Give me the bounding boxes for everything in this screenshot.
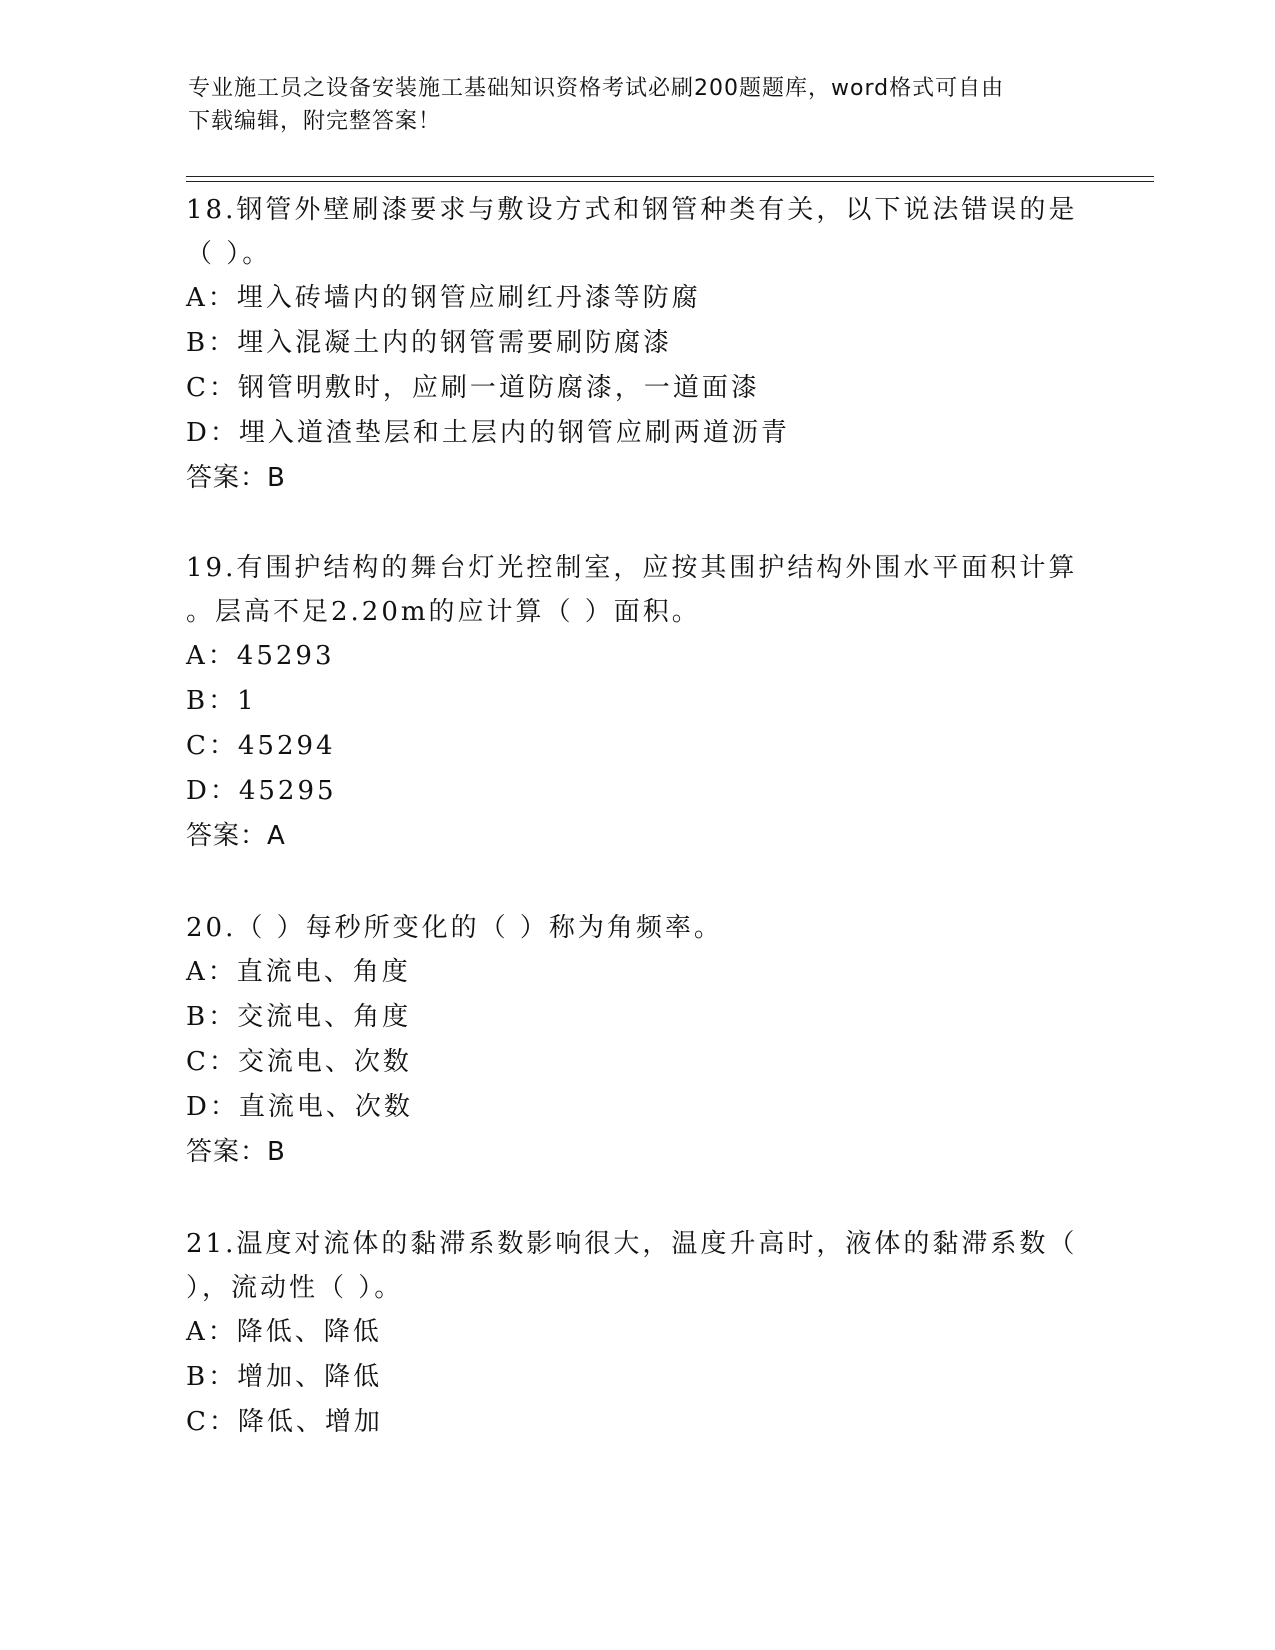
- question-21: [186, 1222, 1086, 1445]
- header-divider-bottom: [186, 181, 1154, 182]
- question-stem: 20.（ ）每秒所变化的（ ）称为角频率。: [186, 913, 723, 943]
- question-stem-cont: ），流动性（ ）。: [186, 1273, 404, 1303]
- option-c: C：45294: [186, 731, 336, 761]
- document-header: [188, 72, 1088, 138]
- question-stem: 21.温度对流体的黏滞系数影响很大，温度升高时，液体的黏滞系数（: [186, 1229, 1078, 1259]
- question-stem-cont: 。层高不足2.20m的应计算（ ）面积。: [186, 597, 701, 627]
- option-d: D：直流电、次数: [186, 1092, 413, 1122]
- answer: 答案：A: [186, 821, 286, 851]
- question-19: [186, 546, 1086, 859]
- header-divider-top: [186, 176, 1154, 177]
- option-b: B：增加、降低: [186, 1362, 383, 1392]
- question-stem: 18.钢管外壁刷漆要求与敷设方式和钢管种类有关，以下说法错误的是: [186, 195, 1078, 225]
- option-b: B：交流电、角度: [186, 1002, 412, 1032]
- option-a: A：降低、降低: [186, 1317, 382, 1347]
- question-20: [186, 906, 1086, 1175]
- option-a: A：直流电、角度: [186, 957, 411, 987]
- option-d: D：45295: [186, 776, 337, 806]
- option-c: C：钢管明敷时，应刷一道防腐漆，一道面漆: [186, 373, 760, 403]
- option-a: A：45293: [186, 641, 335, 671]
- option-a: A：埋入砖墙内的钢管应刷红丹漆等防腐: [186, 283, 701, 313]
- answer: 答案：B: [186, 1137, 286, 1167]
- header-line-1: 专业施工员之设备安装施工基础知识资格考试必刷200题题库，word格式可自由: [188, 76, 1005, 101]
- header-line-2: 下载编辑，附完整答案！: [188, 109, 442, 134]
- option-b: B：埋入混凝土内的钢管需要刷防腐漆: [186, 328, 673, 358]
- option-c: C：交流电、次数: [186, 1047, 412, 1077]
- option-c: C：降低、增加: [186, 1407, 383, 1437]
- option-b: B：1: [186, 686, 257, 716]
- answer: 答案：B: [186, 463, 286, 493]
- question-stem-cont: （ ）。: [186, 239, 272, 269]
- option-d: D：埋入道渣垫层和土层内的钢管应刷两道沥青: [186, 418, 790, 448]
- question-stem: 19.有围护结构的舞台灯光控制室，应按其围护结构外围水平面积计算: [186, 553, 1078, 583]
- question-18: [186, 188, 1086, 501]
